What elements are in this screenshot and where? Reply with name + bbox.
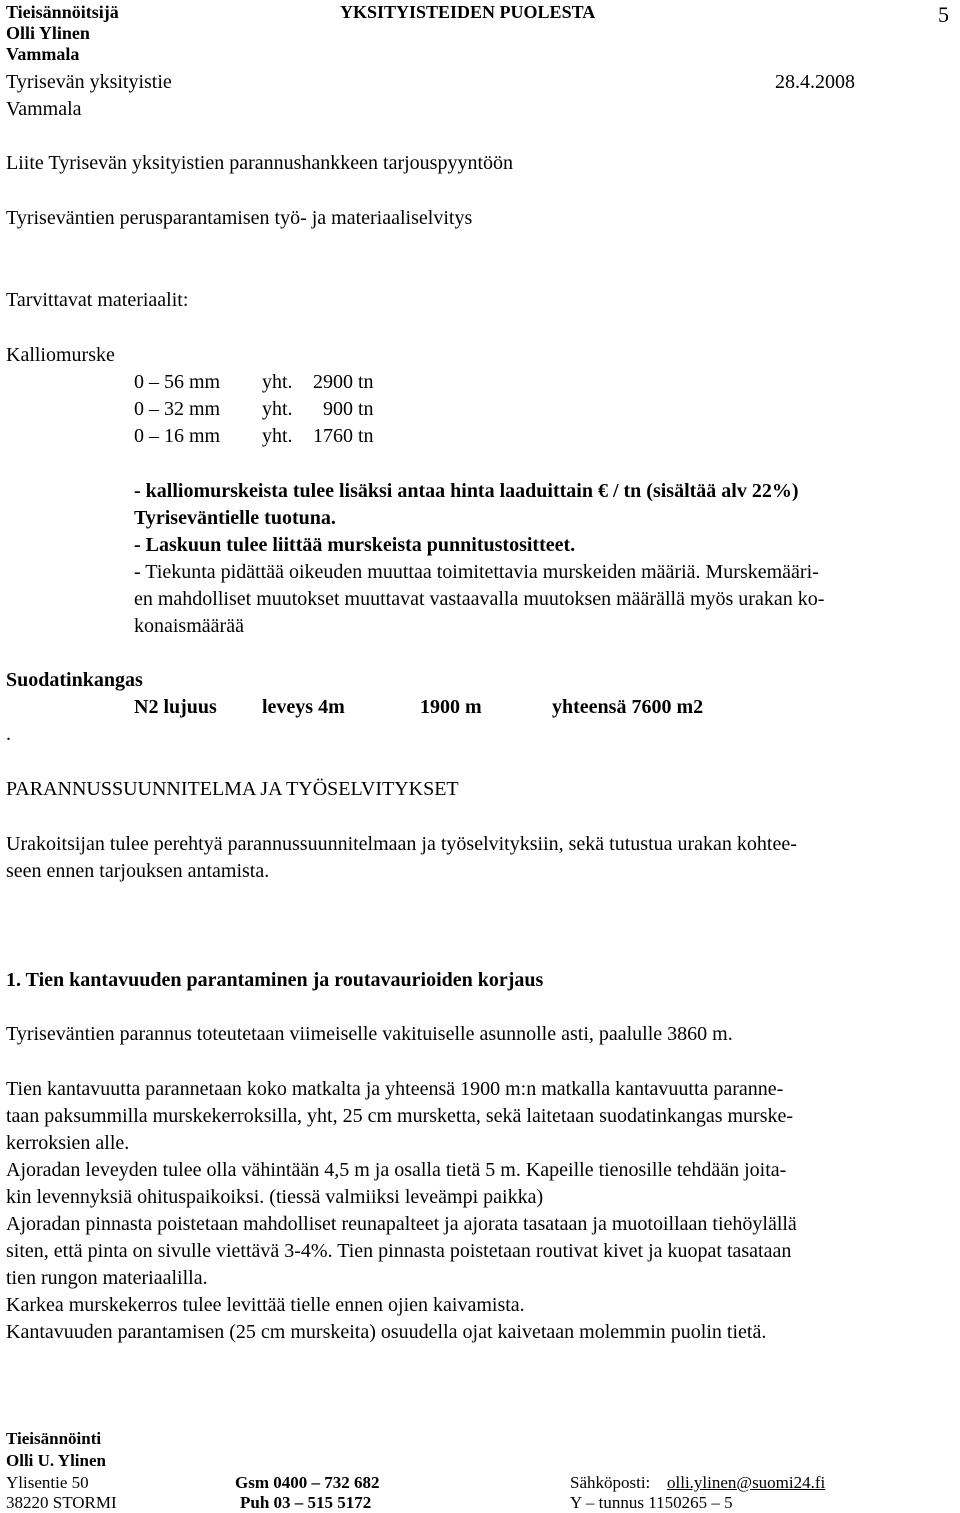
footer-gsm: Gsm 0400 – 732 682	[235, 1473, 380, 1492]
invoice-note: - Laskuun tulee liittää murskeista punnitustositteet.	[134, 534, 576, 556]
suodatinkangas-label: Suodatinkangas	[6, 669, 143, 691]
section1-line: Tien kantavuutta parannetaan koko matkalta ja yhteensä 1900 m:n matkalla kantavuutta paranne-	[6, 1078, 784, 1100]
footer-phone: Puh 03 – 515 5172	[240, 1493, 372, 1512]
row-amount: 1760 tn	[313, 425, 374, 447]
section1-line: Ajoradan leveyden tulee olla vähintään 4,5 m ja osalla tietä 5 m. Kapeille tienosille tehdään joita-	[6, 1159, 787, 1181]
section1-line: Kantavuuden parantamisen (25 cm murskeita) osuudella ojat kaivetaan molemmin puolin tietä.	[6, 1321, 767, 1343]
footer-business-id: Y – tunnus 1150265 – 5	[570, 1493, 733, 1512]
section1-intro: Tyriseväntien parannus toteutetaan viimeiselle vakituiselle asunnolle asti, paalulle 3860 m.	[6, 1023, 733, 1045]
footer-org: Tieisännöinti	[6, 1429, 102, 1448]
price-note-line2: Tyriseväntielle tuotuna.	[134, 507, 336, 529]
section1-line: tien rungon materiaalilla.	[6, 1267, 208, 1289]
section1-line: Karkea murskekerros tulee levittää tielle ennen ojien kaivamista.	[6, 1294, 525, 1316]
section1-line: kerroksien alle.	[6, 1132, 130, 1154]
row-size: 0 – 56 mm	[134, 371, 221, 393]
fabric-total: yhteensä 7600 m2	[552, 696, 704, 718]
row-total-label: yht.	[262, 398, 293, 420]
fabric-length: 1900 m	[420, 696, 482, 718]
materials-heading: Tarvittavat materiaalit:	[6, 289, 189, 311]
footer-name: Olli U. Ylinen	[6, 1451, 106, 1470]
footer-postal: 38220 STORMI	[6, 1493, 117, 1512]
footer-email-link[interactable]: olli.ylinen@suomi24.fi	[667, 1473, 826, 1492]
header-name: Olli Ylinen	[6, 23, 90, 43]
header-town: Vammala	[6, 44, 80, 64]
quantity-note-line3: konaismäärää	[134, 615, 244, 637]
kalliomurske-label: Kalliomurske	[6, 344, 115, 366]
document-subtitle: Tyriseväntien perusparantamisen työ- ja materiaaliselvitys	[6, 207, 473, 229]
price-note-line1: - kalliomurskeista tulee lisäksi antaa hinta laaduittain € / tn (sisältää alv 22%)	[134, 480, 799, 502]
section1-line: siten, että pinta on sivulle viettävä 3-4%. Tien pinnasta poistetaan routivat kivet ja kuopat tasataan	[6, 1240, 792, 1262]
document-date: 28.4.2008	[775, 71, 855, 93]
footer-address: Ylisentie 50	[6, 1473, 89, 1492]
meta-town: Vammala	[6, 98, 82, 120]
plan-text-line1: Urakoitsijan tulee perehtyä parannussuunnitelmaan ja työselvityksiin, sekä tutustua urakan kohtee-	[6, 833, 797, 855]
row-amount: 2900 tn	[313, 371, 374, 393]
road-name: Tyrisevän yksityistie	[6, 71, 172, 93]
section1-line: taan paksummilla murskekerroksilla, yht, 25 cm mursketta, sekä laitetaan suodatinkangas murske-	[6, 1105, 794, 1127]
quantity-note-line2: en mahdolliset muutokset muuttavat vastaavalla muutoksen määrällä myös urakan ko-	[134, 588, 825, 610]
attachment-title: Liite Tyrisevän yksityistien parannushankkeen tarjouspyyntöön	[6, 152, 514, 174]
row-total-label: yht.	[262, 425, 293, 447]
header-center-title: YKSITYISTEIDEN PUOLESTA	[340, 2, 596, 22]
plan-heading: PARANNUSSUUNNITELMA JA TYÖSELVITYKSET	[6, 778, 459, 800]
header-org: Tieisännöitsijä	[6, 2, 119, 22]
plan-text-line2: seen ennen tarjouksen antamista.	[6, 860, 270, 882]
row-total-label: yht.	[262, 371, 293, 393]
fabric-grade: N2 lujuus	[134, 696, 217, 718]
quantity-note-line1: - Tiekunta pidättää oikeuden muuttaa toimitettavia murskeiden määriä. Murskemääri-	[134, 561, 819, 583]
section1-line: kin levennyksiä ohituspaikoiksi. (tiessä valmiiksi leveämpi paikka)	[6, 1186, 544, 1208]
section1-heading: 1. Tien kantavuuden parantaminen ja routavaurioiden korjaus	[6, 969, 544, 991]
stray-dot: .	[6, 723, 11, 745]
footer-email-label: Sähköposti:	[570, 1473, 651, 1492]
row-size: 0 – 16 mm	[134, 425, 221, 447]
row-size: 0 – 32 mm	[134, 398, 221, 420]
page-number: 5	[938, 2, 949, 27]
section1-line: Ajoradan pinnasta poistetaan mahdolliset reunapalteet ja ajorata tasataan ja muotoillaan tiehöylällä	[6, 1213, 797, 1235]
fabric-width: leveys 4m	[262, 696, 345, 718]
row-amount: 900 tn	[323, 398, 374, 420]
